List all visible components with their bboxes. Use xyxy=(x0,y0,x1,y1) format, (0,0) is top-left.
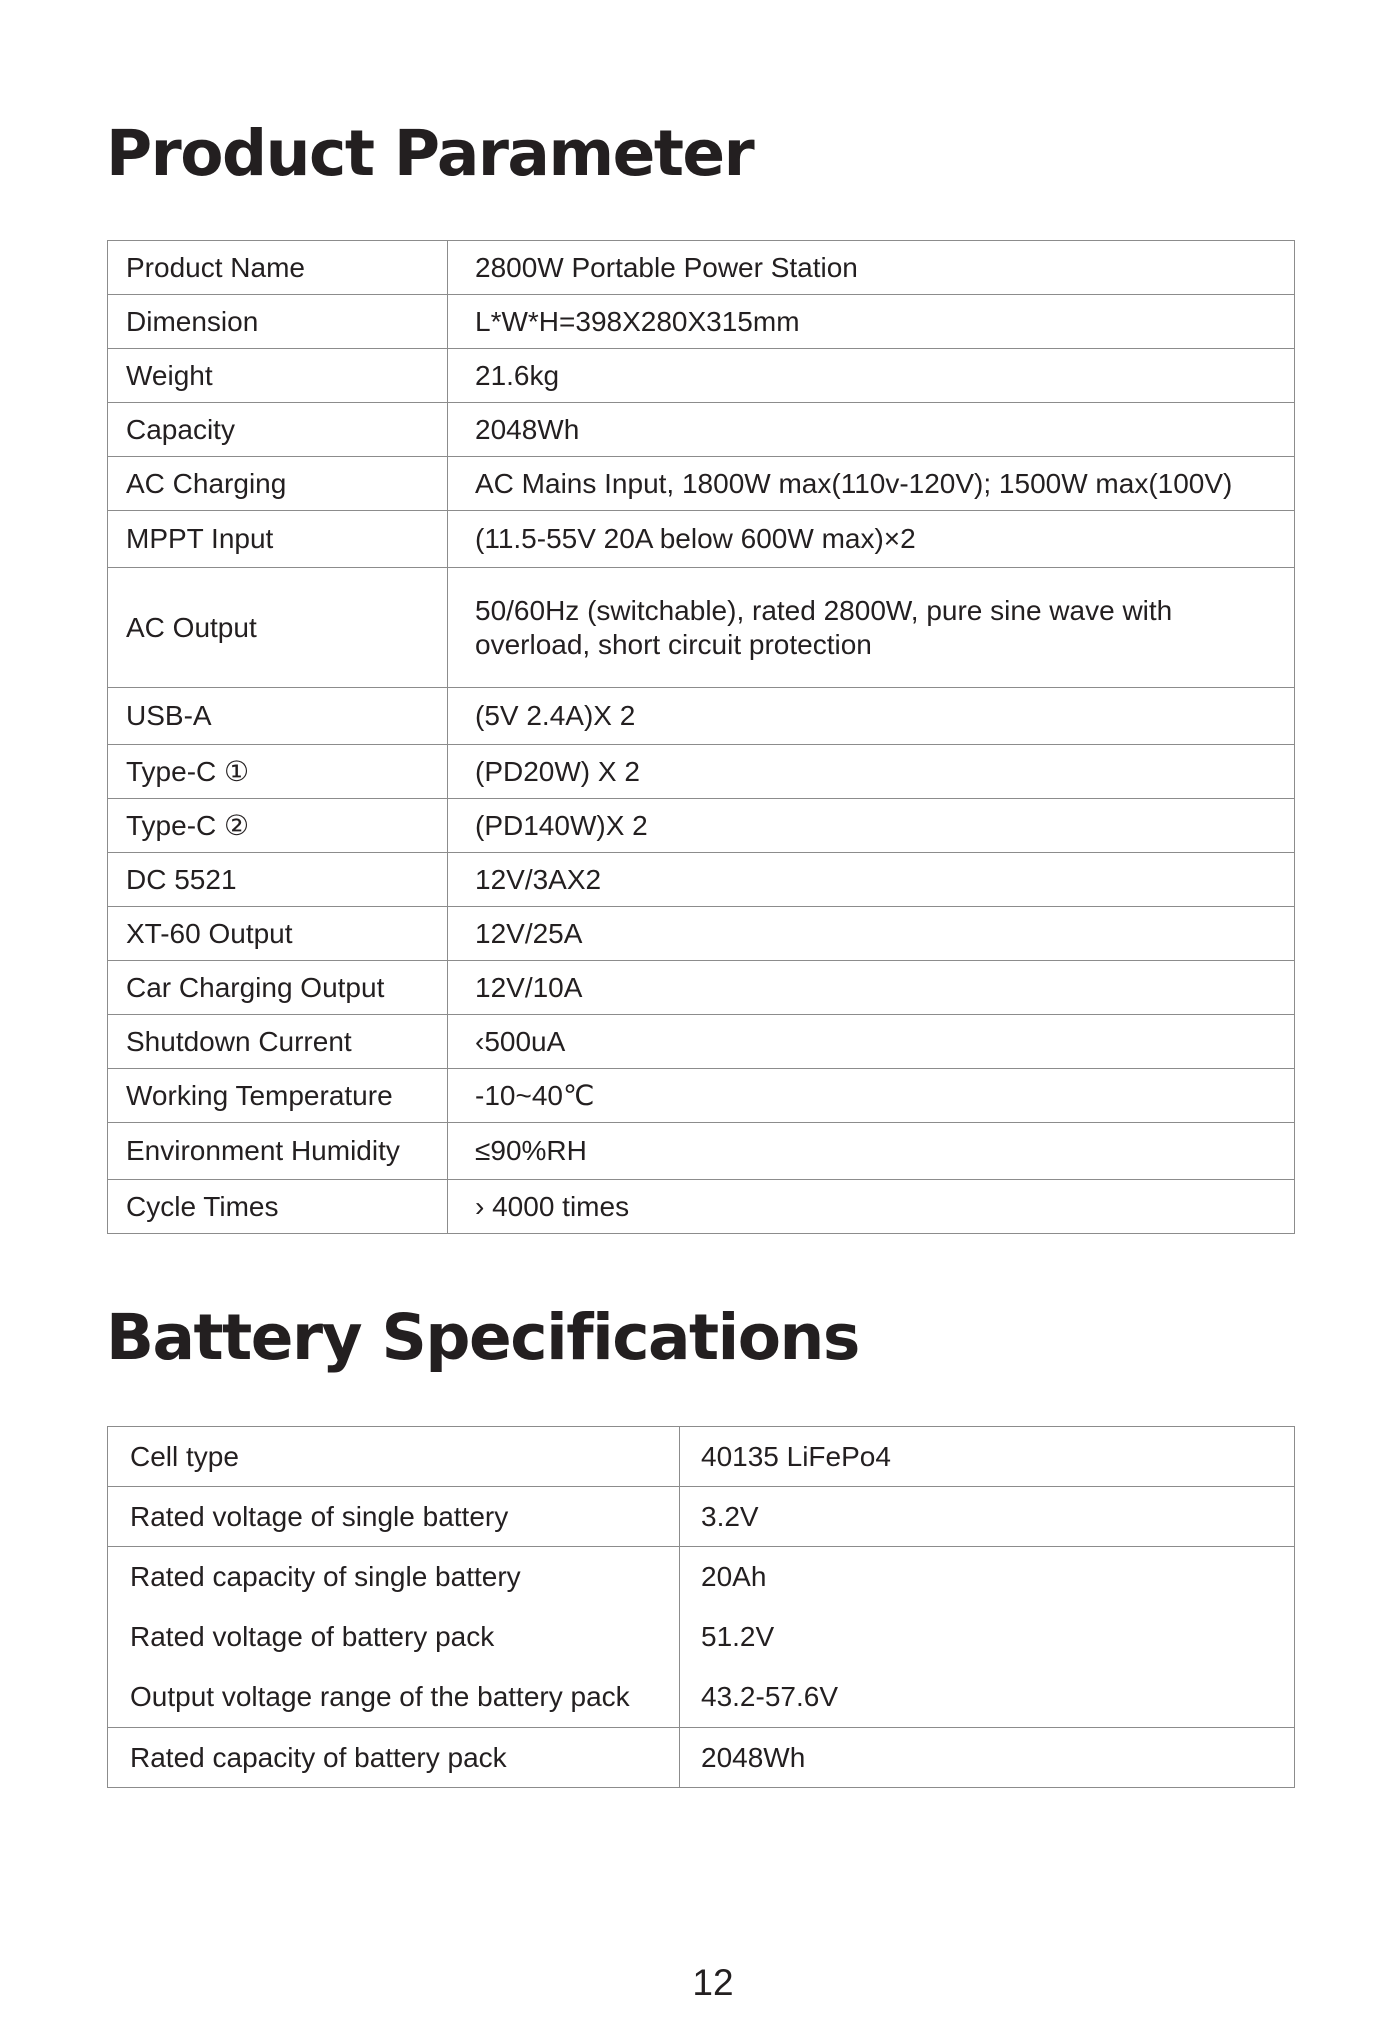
param-value: (PD140W)X 2 xyxy=(448,799,1295,853)
param-value: ‹500uA xyxy=(448,1015,1295,1069)
param-label: DC 5521 xyxy=(108,853,448,907)
table-row xyxy=(108,961,1295,1015)
param-value: 12V/10A xyxy=(448,961,1295,1015)
table-row xyxy=(108,511,1295,568)
param-label: Weight xyxy=(108,349,448,403)
table-row xyxy=(108,1015,1295,1069)
param-label: USB-A xyxy=(108,688,448,745)
table-row xyxy=(108,853,1295,907)
param-label: Cycle Times xyxy=(108,1180,448,1234)
battery-label: Output voltage range of the battery pack xyxy=(130,1681,630,1712)
param-value: AC Mains Input, 1800W max(110v-120V); 1500W max(100V) xyxy=(448,457,1295,511)
battery-label: Rated capacity of battery pack xyxy=(108,1728,680,1788)
param-value: (11.5-55V 20A below 600W max)×2 xyxy=(448,511,1295,568)
battery-value: 2048Wh xyxy=(680,1728,1295,1788)
param-label: MPPT Input xyxy=(108,511,448,568)
param-value: (5V 2.4A)X 2 xyxy=(448,688,1295,745)
table-row xyxy=(108,1728,1295,1788)
table-row xyxy=(108,1427,1295,1487)
product-parameter-heading: Product Parameter xyxy=(106,117,754,190)
param-label: Environment Humidity xyxy=(108,1123,448,1180)
battery-value: 40135 LiFePo4 xyxy=(680,1427,1295,1487)
param-label: Product Name xyxy=(108,241,448,295)
param-value: › 4000 times xyxy=(448,1180,1295,1234)
param-label: Type-C ① xyxy=(108,745,448,799)
battery-value: 43.2-57.6V xyxy=(701,1681,838,1712)
param-value: L*W*H=398X280X315mm xyxy=(448,295,1295,349)
battery-label: Cell type xyxy=(108,1427,680,1487)
table-row xyxy=(108,1487,1295,1547)
table-row xyxy=(108,403,1295,457)
param-value-line: overload, short circuit protection xyxy=(475,628,872,660)
param-label: AC Output xyxy=(108,568,448,688)
param-value: 12V/3AX2 xyxy=(448,853,1295,907)
param-value: 12V/25A xyxy=(448,907,1295,961)
table-row xyxy=(108,688,1295,745)
param-value-line: 50/60Hz (switchable), rated 2800W, pure sine wave with xyxy=(475,594,1173,626)
table-row xyxy=(108,907,1295,961)
table-row xyxy=(108,241,1295,295)
param-label: Capacity xyxy=(108,403,448,457)
param-value: 21.6kg xyxy=(448,349,1295,403)
param-label: XT-60 Output xyxy=(108,907,448,961)
param-label: Shutdown Current xyxy=(108,1015,448,1069)
table-row xyxy=(108,1069,1295,1123)
battery-label-group xyxy=(108,1547,680,1728)
param-value: 2048Wh xyxy=(448,403,1295,457)
param-value: -10~40℃ xyxy=(448,1069,1295,1123)
battery-label: Rated capacity of single battery xyxy=(130,1561,521,1592)
param-label: Dimension xyxy=(108,295,448,349)
product-parameter-table xyxy=(107,240,1295,1234)
battery-value: 3.2V xyxy=(680,1487,1295,1547)
table-row xyxy=(108,349,1295,403)
param-label: Working Temperature xyxy=(108,1069,448,1123)
table-row xyxy=(108,1180,1295,1234)
battery-label: Rated voltage of single battery xyxy=(108,1487,680,1547)
battery-value: 20Ah xyxy=(701,1561,767,1592)
table-row xyxy=(108,1123,1295,1180)
param-label: Type-C ② xyxy=(108,799,448,853)
table-row xyxy=(108,799,1295,853)
table-row xyxy=(108,568,1295,688)
param-value xyxy=(448,568,1295,688)
param-value: ≤90%RH xyxy=(448,1123,1295,1180)
battery-specifications-heading: Battery Specifications xyxy=(106,1301,859,1374)
battery-specifications-table xyxy=(107,1426,1295,1788)
page-number: 12 xyxy=(692,1962,734,2003)
param-label: AC Charging xyxy=(108,457,448,511)
table-row xyxy=(108,295,1295,349)
table-row xyxy=(108,745,1295,799)
battery-label: Rated voltage of battery pack xyxy=(130,1621,495,1652)
param-label: Car Charging Output xyxy=(108,961,448,1015)
param-value: 2800W Portable Power Station xyxy=(448,241,1295,295)
table-row xyxy=(108,1547,1295,1728)
table-row xyxy=(108,457,1295,511)
battery-value: 51.2V xyxy=(701,1621,775,1652)
battery-value-group xyxy=(680,1547,1295,1728)
param-value: (PD20W) X 2 xyxy=(448,745,1295,799)
